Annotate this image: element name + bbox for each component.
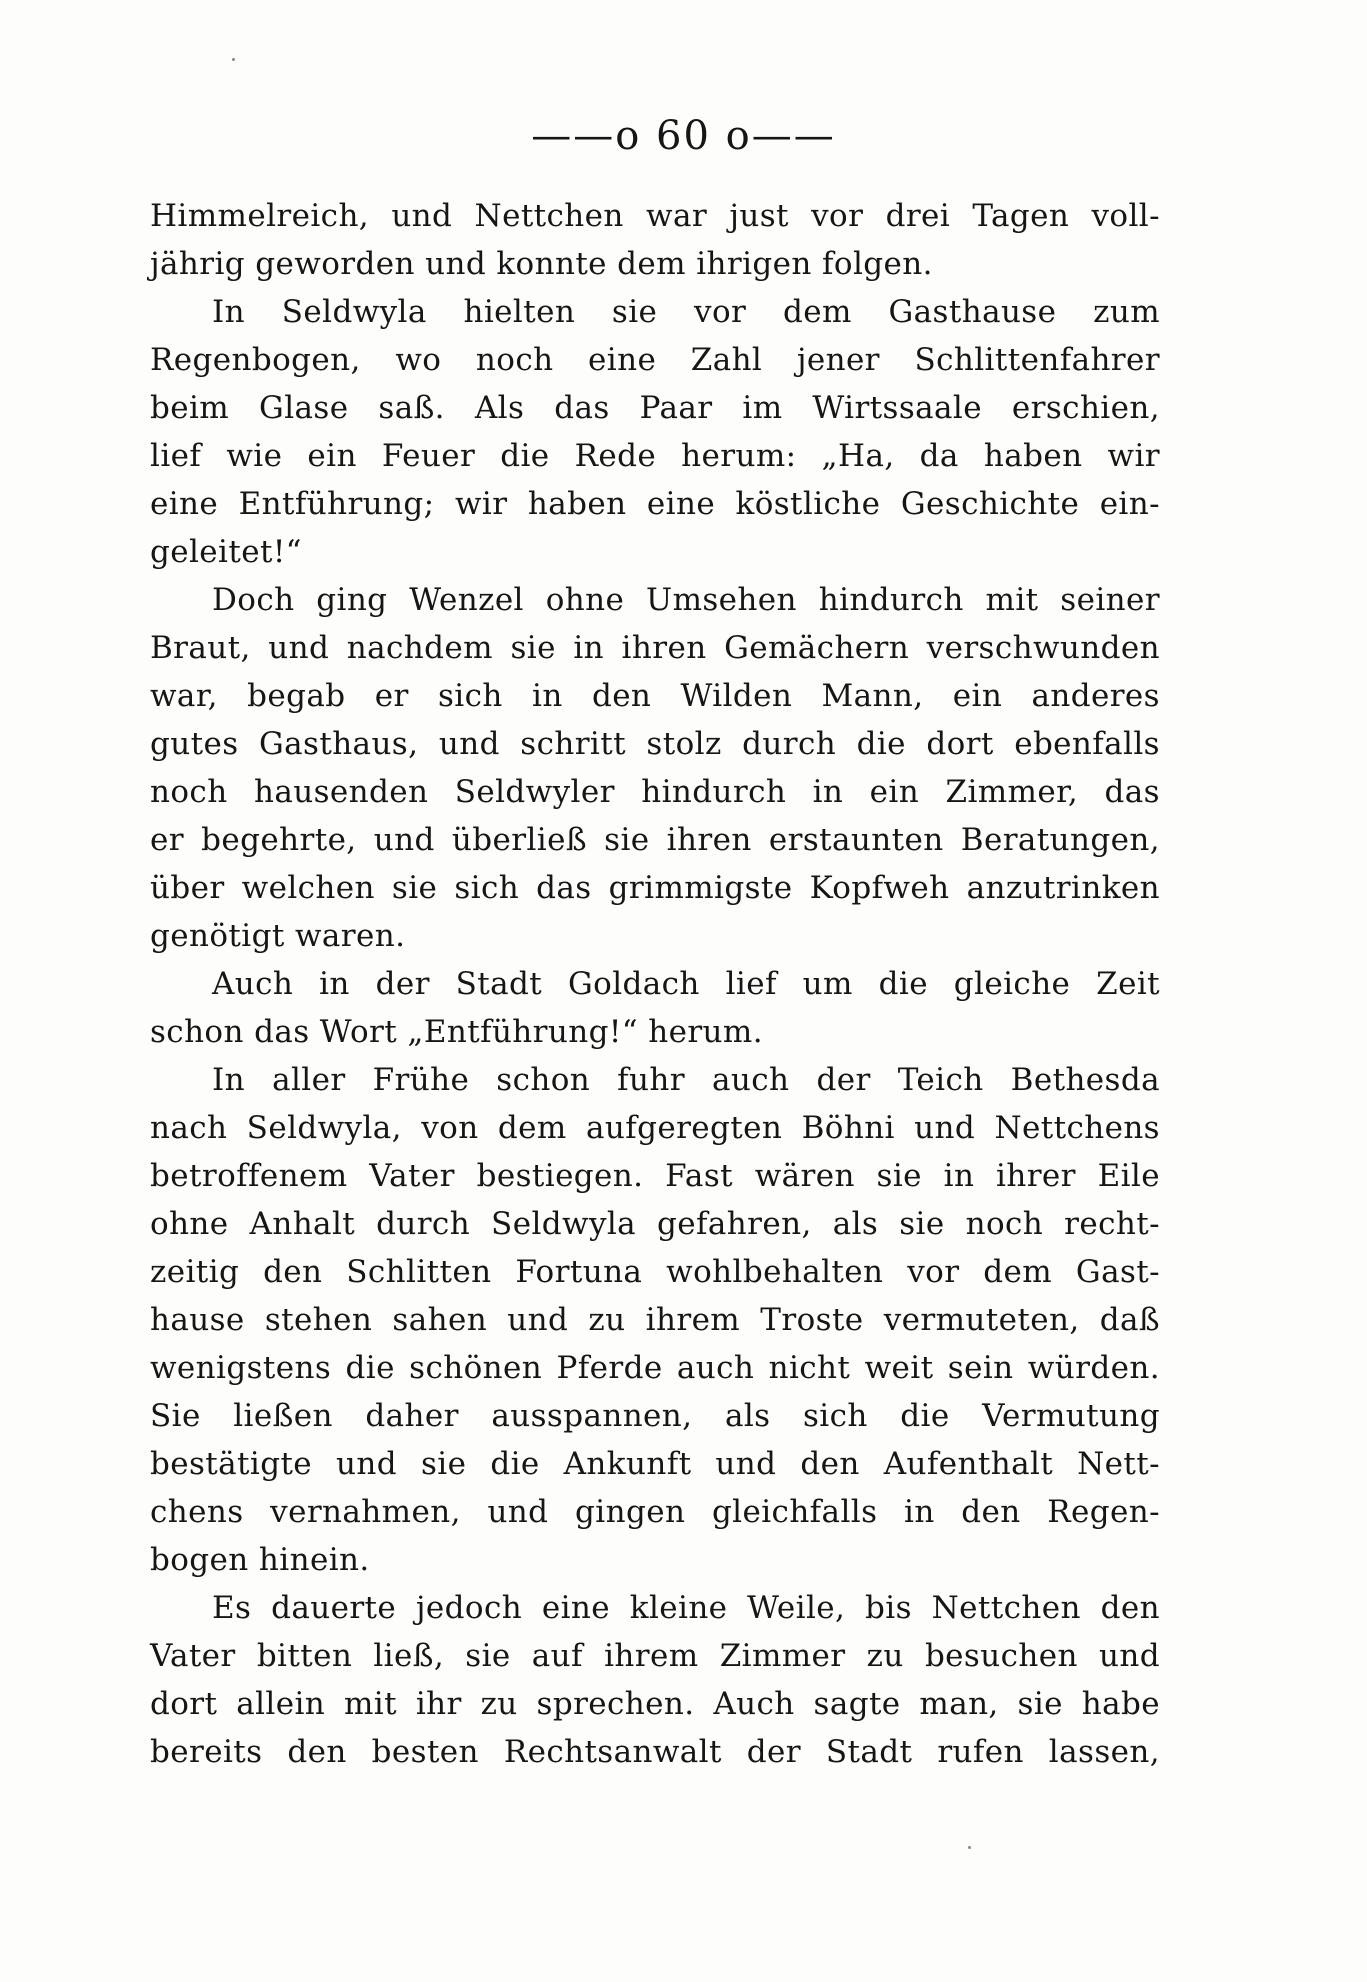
text-line: noch hausenden Seldwyler hindurch in ein Zimmer, das [150,774,1160,810]
paper-speck [232,58,235,61]
text-line: er begehrte, und überließ sie ihren erstaunten Beratungen, [150,822,1160,858]
text-line: wenigstens die schönen Pferde auch nicht weit sein würden. [150,1350,1160,1386]
text-line: bogen hinein. [150,1542,370,1578]
text-line: Braut, und nachdem sie in ihren Gemächern verschwunden [150,630,1160,666]
text-line: lief wie ein Feuer die Rede herum: „Ha, da haben wir [150,438,1160,474]
text-line: schon das Wort „Entführung!“ herum. [150,1014,763,1050]
text-line: war, begab er sich in den Wilden Mann, ein anderes [150,678,1160,714]
text-line: ohne Anhalt durch Seldwyla gefahren, als sie noch recht- [150,1206,1160,1242]
text-line: zeitig den Schlitten Fortuna wohlbehalten vor dem Gast- [150,1254,1160,1290]
text-line: dort allein mit ihr zu sprechen. Auch sagte man, sie habe [150,1686,1160,1722]
body-text [150,192,1160,1776]
text-line: nach Seldwyla, von dem aufgeregten Böhni und Nettchens [150,1110,1160,1146]
text-line: Vater bitten ließ, sie auf ihrem Zimmer zu besuchen und [150,1638,1160,1674]
text-line: Doch ging Wenzel ohne Umsehen hindurch mit seiner [212,582,1160,618]
text-line: genötigt waren. [150,918,406,954]
text-line: jährig geworden und konnte dem ihrigen folgen. [150,246,933,282]
text-line: Sie ließen daher ausspannen, als sich die Vermutung [150,1398,1160,1434]
text-line: Es dauerte jedoch eine kleine Weile, bis Nettchen den [212,1590,1160,1626]
text-line: bereits den besten Rechtsanwalt der Stadt rufen lassen, [150,1734,1160,1770]
text-line: chens vernahmen, und gingen gleichfalls in den Regen- [150,1494,1160,1530]
text-line: In aller Frühe schon fuhr auch der Teich Bethesda [212,1062,1160,1098]
page-number-header: ——o 60 o—— [531,113,836,159]
text-line: Auch in der Stadt Goldach lief um die gleiche Zeit [212,966,1160,1002]
text-line: beim Glase saß. Als das Paar im Wirtssaale erschien, [150,390,1160,426]
text-line: gutes Gasthaus, und schritt stolz durch die dort ebenfalls [150,726,1160,762]
text-line: eine Entführung; wir haben eine köstliche Geschichte ein- [150,486,1160,522]
text-line: bestätigte und sie die Ankunft und den Aufenthalt Nett- [150,1446,1160,1482]
text-line: Himmelreich, und Nettchen war just vor drei Tagen voll- [150,198,1160,234]
text-line: hause stehen sahen und zu ihrem Troste vermuteten, daß [150,1302,1160,1338]
text-line: über welchen sie sich das grimmigste Kopfweh anzutrinken [150,870,1160,906]
text-line: Regenbogen, wo noch eine Zahl jener Schlittenfahrer [150,342,1160,378]
text-line: geleitet!“ [150,534,302,570]
text-line: In Seldwyla hielten sie vor dem Gasthause zum [212,294,1160,330]
text-line: betroffenem Vater bestiegen. Fast wären sie in ihrer Eile [150,1158,1160,1194]
paper-speck [968,1846,971,1849]
